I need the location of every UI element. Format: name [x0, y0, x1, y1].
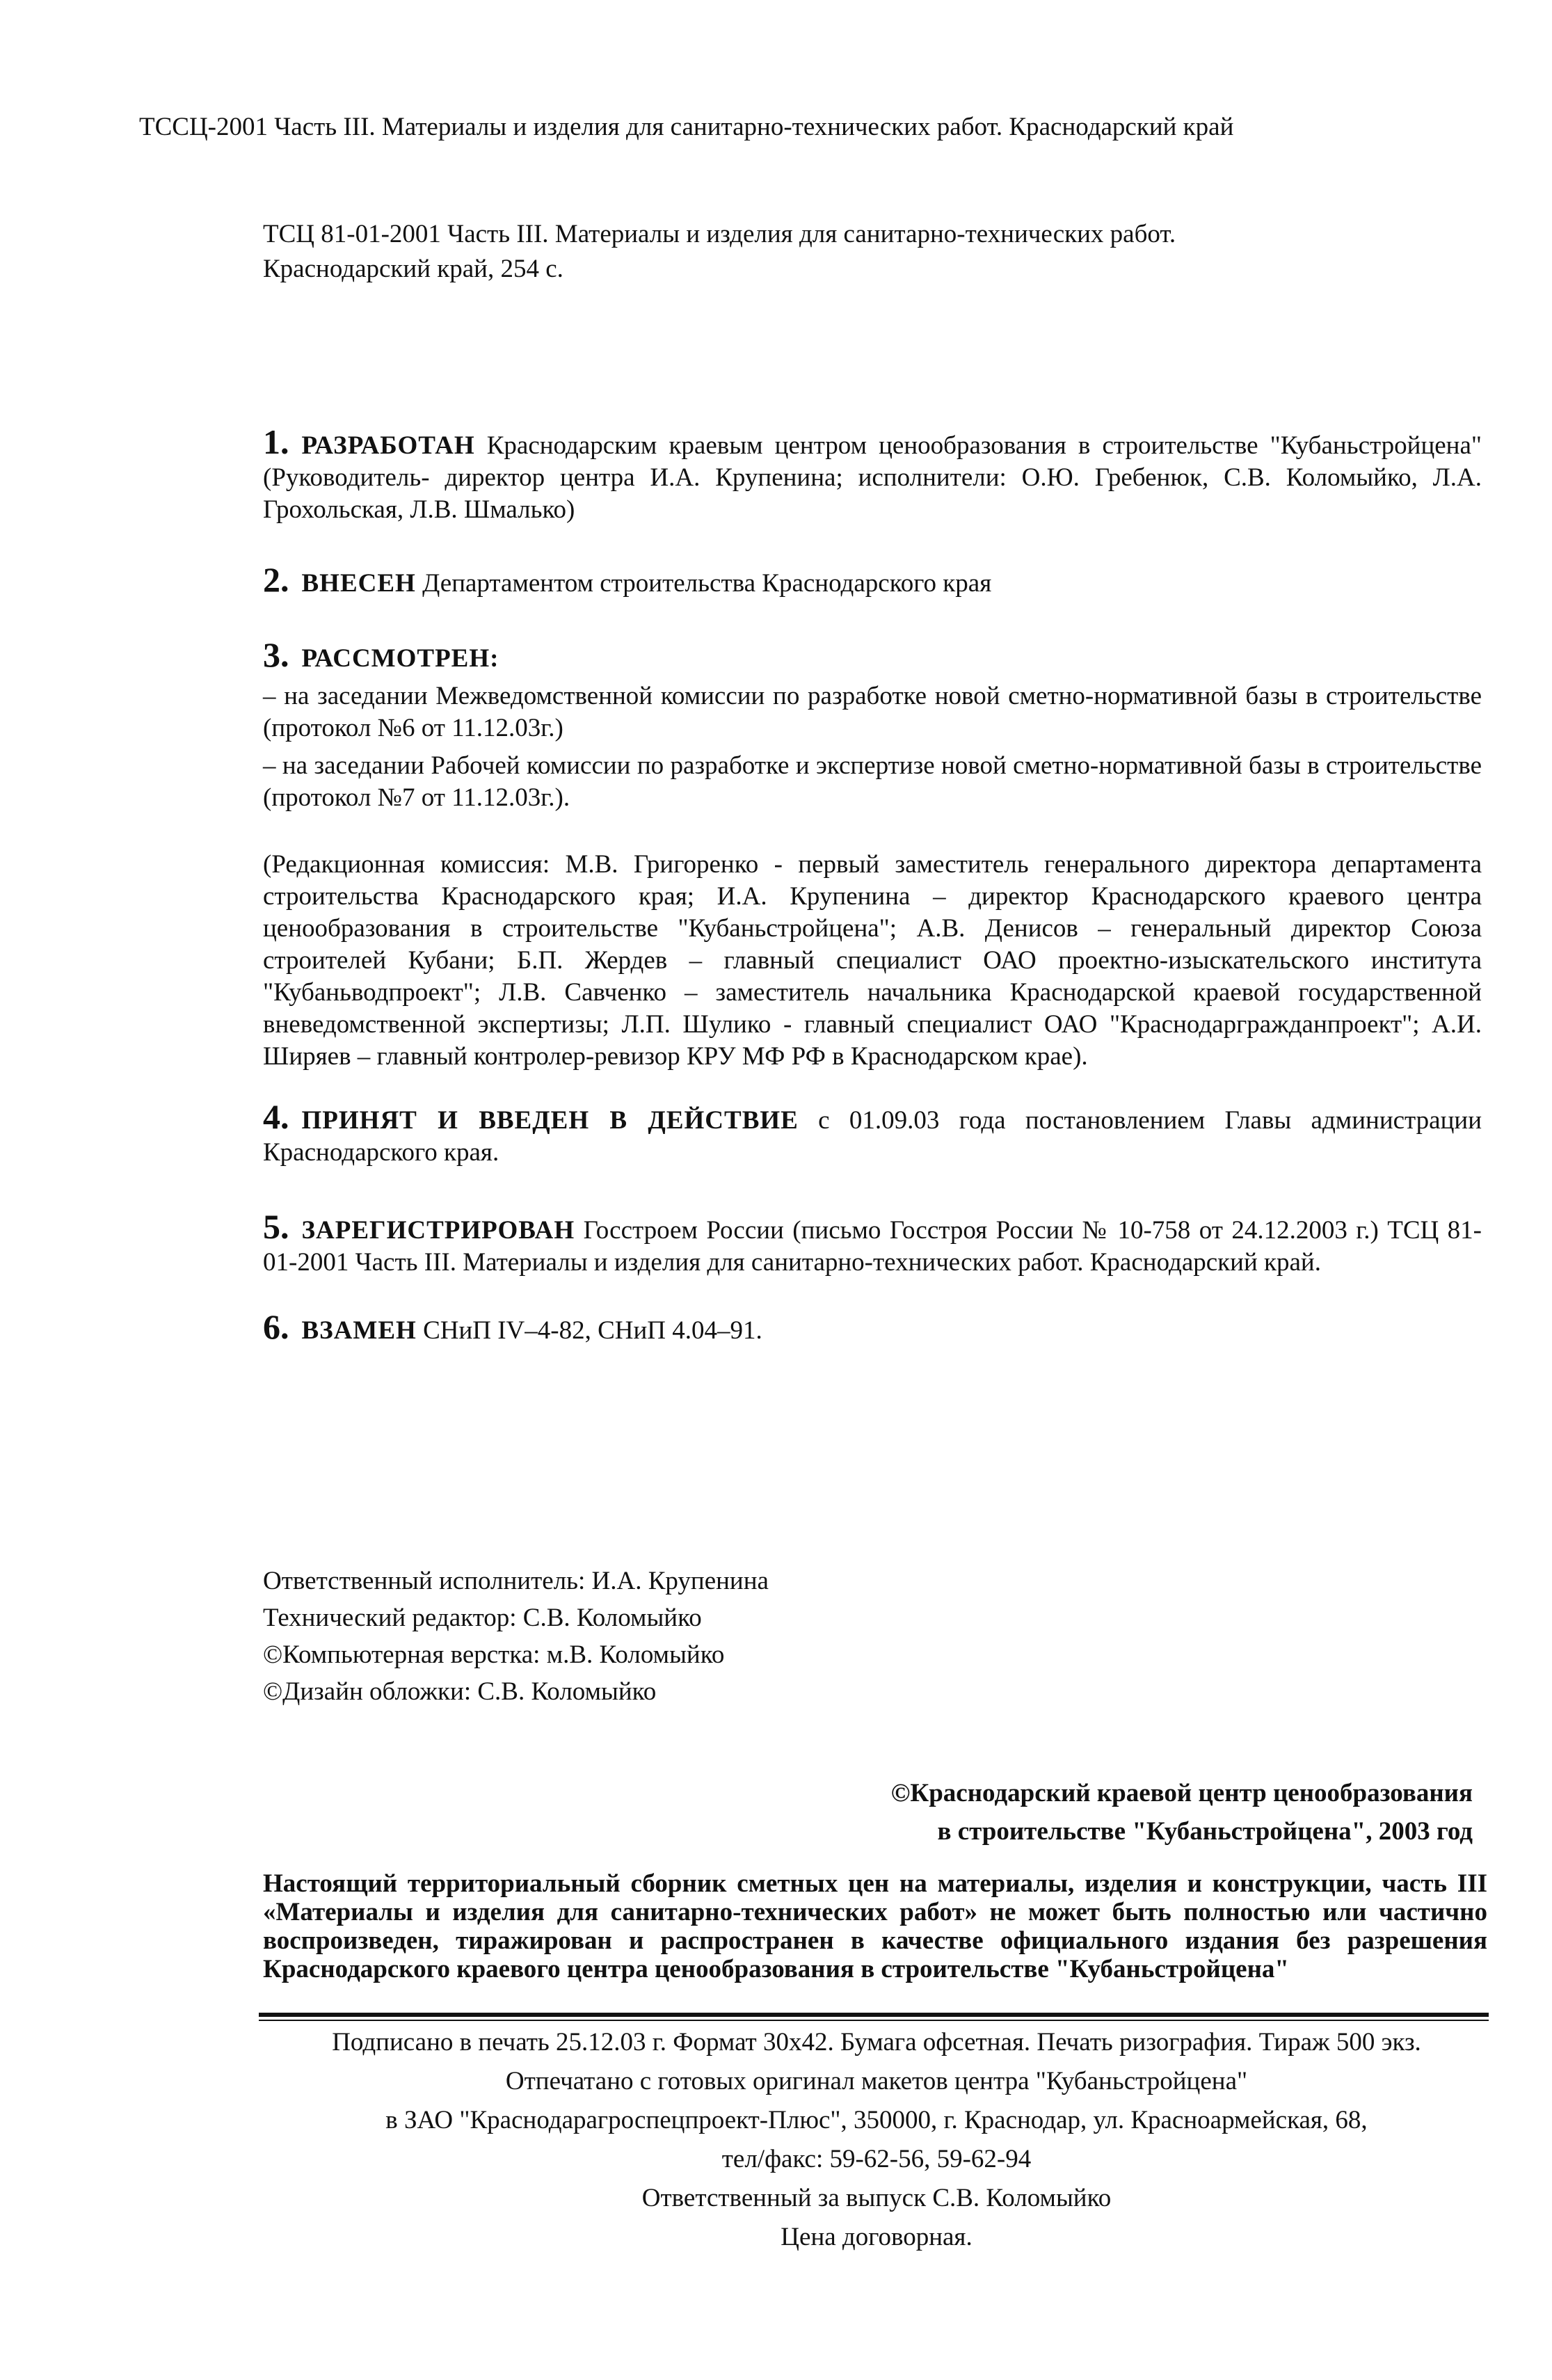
imprint-line: Отпечатано с готовых оригинал макетов центра "Кубаньстройцена"	[505, 2067, 1248, 2095]
editorial-commission: (Редакционная комиссия: М.В. Григоренко - первый заместитель генерального директора департамента строительства Краснодарского края; И.А. Крупенина – директор Краснодарского краевого центра ценообразования в строительстве "Кубаньстройцена"; А.В. Денисов – генеральный директор Союза строителей Кубани; Б.П. Жердев – главный специалист ОАО проектно-изыскательского института "Кубаньводпроект"; Л.В. Савченко – заместитель начальника Краснодарской краевой государственной вневедомственной экспертизы; Л.П. Шулико - главный специалист ОАО "Краснодаргражданпроект"; А.И. Ширяев – главный контролер-ревизор КРУ МФ РФ в Краснодарском крае).	[263, 850, 1482, 1071]
item-text: СНиП IV–4-82, СНиП 4.04–91.	[416, 1316, 762, 1345]
item-text: Госстроем России (письмо Госстроя России № 10-758 от 24.12.2003 г.) ТСЦ 81-01-2001 Часть III. Материалы и изделия для санитарно-технических работ. Краснодарский край.	[263, 1216, 1482, 1277]
item-number: 2.	[263, 560, 289, 599]
credits-block	[263, 1563, 769, 1710]
item-registered	[263, 1207, 1482, 1279]
item-number: 5.	[263, 1207, 289, 1246]
item-subclause-1: – на заседании Межведомственной комиссии по разработке новой сметно-нормативной базы в строительстве (протокол №6 от 11.12.03г.)	[263, 682, 1482, 742]
item-keyword: ВЗАМЕН	[301, 1316, 417, 1345]
imprint-line: Ответственный за выпуск С.В. Коломыйко	[641, 2184, 1112, 2212]
copyright-block	[891, 1774, 1473, 1851]
item-keyword: РАЗРАБОТАН	[301, 431, 475, 460]
item-keyword: ПРИНЯТ И ВВЕДЕН В ДЕЙСТВИЕ	[301, 1106, 799, 1135]
divider-thick	[259, 2013, 1489, 2017]
reproduction-notice: Настоящий территориальный сборник сметных цен на материалы, изделия и конструкции, часть III «Материалы и изделия для санитарно-технических работ» не может быть полностью или частично воспроизведен, тиражирован и распространен в качестве официального издания без разрешения Краснодарского краевого центра ценообразования в строительстве "Кубаньстройцена"	[263, 1869, 1487, 1983]
imprint-block	[264, 2023, 1489, 2257]
item-replaces	[263, 1307, 1482, 1347]
credit-line: Технический редактор: С.В. Коломыйко	[263, 1604, 702, 1632]
imprint-line: тел/факс: 59-62-56, 59-62-94	[721, 2145, 1032, 2173]
item-reviewed	[263, 635, 1482, 814]
item-submitted	[263, 560, 1482, 600]
item-keyword: ЗАРЕГИСТРИРОВАН	[301, 1216, 575, 1245]
copyright-line-1: ©Краснодарский краевой центр ценообразования	[890, 1779, 1473, 1807]
credit-line: ©Компьютерная верстка: м.В. Коломыйко	[263, 1640, 725, 1669]
imprint-line: Цена договорная.	[781, 2223, 973, 2251]
running-header: ТССЦ-2001 Часть III. Материалы и изделия для санитарно-технических работ. Краснодарский край	[139, 113, 1234, 141]
item-text: Департаментом строительства Краснодарского края	[415, 569, 992, 598]
copyright-line-2: в строительстве "Кубаньстройцена", 2003 год	[937, 1817, 1473, 1846]
item-number: 1.	[263, 422, 289, 461]
item-text: с 01.09.03 года постановлением Главы администрации Краснодарского края.	[263, 1106, 1482, 1167]
divider-thin	[259, 2020, 1489, 2021]
item-developed	[263, 422, 1482, 526]
item-number: 6.	[263, 1307, 289, 1346]
item-keyword: ВНЕСЕН	[301, 569, 416, 598]
item-number: 4.	[263, 1097, 289, 1136]
item-number: 3.	[263, 635, 289, 674]
bibliographic-line-2: Краснодарский край, 254 с.	[263, 255, 563, 283]
bibliographic-record	[263, 217, 1446, 287]
item-text: Краснодарским краевым центром ценообразования в строительстве "Кубаньстройцена" (Руководитель- директор центра И.А. Крупенина; исполнители: О.Ю. Гребенюк, С.В. Коломыйко, Л.А. Грохольская, Л.В. Шмалько)	[263, 431, 1482, 524]
bibliographic-line-1: ТСЦ 81-01-2001 Часть III. Материалы и изделия для санитарно-технических работ.	[263, 220, 1176, 248]
item-keyword: РАССМОТРЕН:	[301, 644, 499, 673]
credit-line: Ответственный исполнитель: И.А. Крупенина	[263, 1567, 769, 1595]
credit-line: ©Дизайн обложки: С.В. Коломыйко	[263, 1677, 657, 1706]
imprint-line: Подписано в печать 25.12.03 г. Формат 30х42. Бумага офсетная. Печать ризография. Тираж 500 экз.	[332, 2028, 1421, 2056]
imprint-line: в ЗАО "Краснодарагроспецпроект-Плюс", 350000, г. Краснодар, ул. Красноармейская, 68,	[385, 2106, 1368, 2134]
item-subclause-2: – на заседании Рабочей комиссии по разработке и экспертизе новой сметно-нормативной базы в строительстве (протокол №7 от 11.12.03г.).	[263, 751, 1482, 812]
item-adopted	[263, 1097, 1482, 1169]
